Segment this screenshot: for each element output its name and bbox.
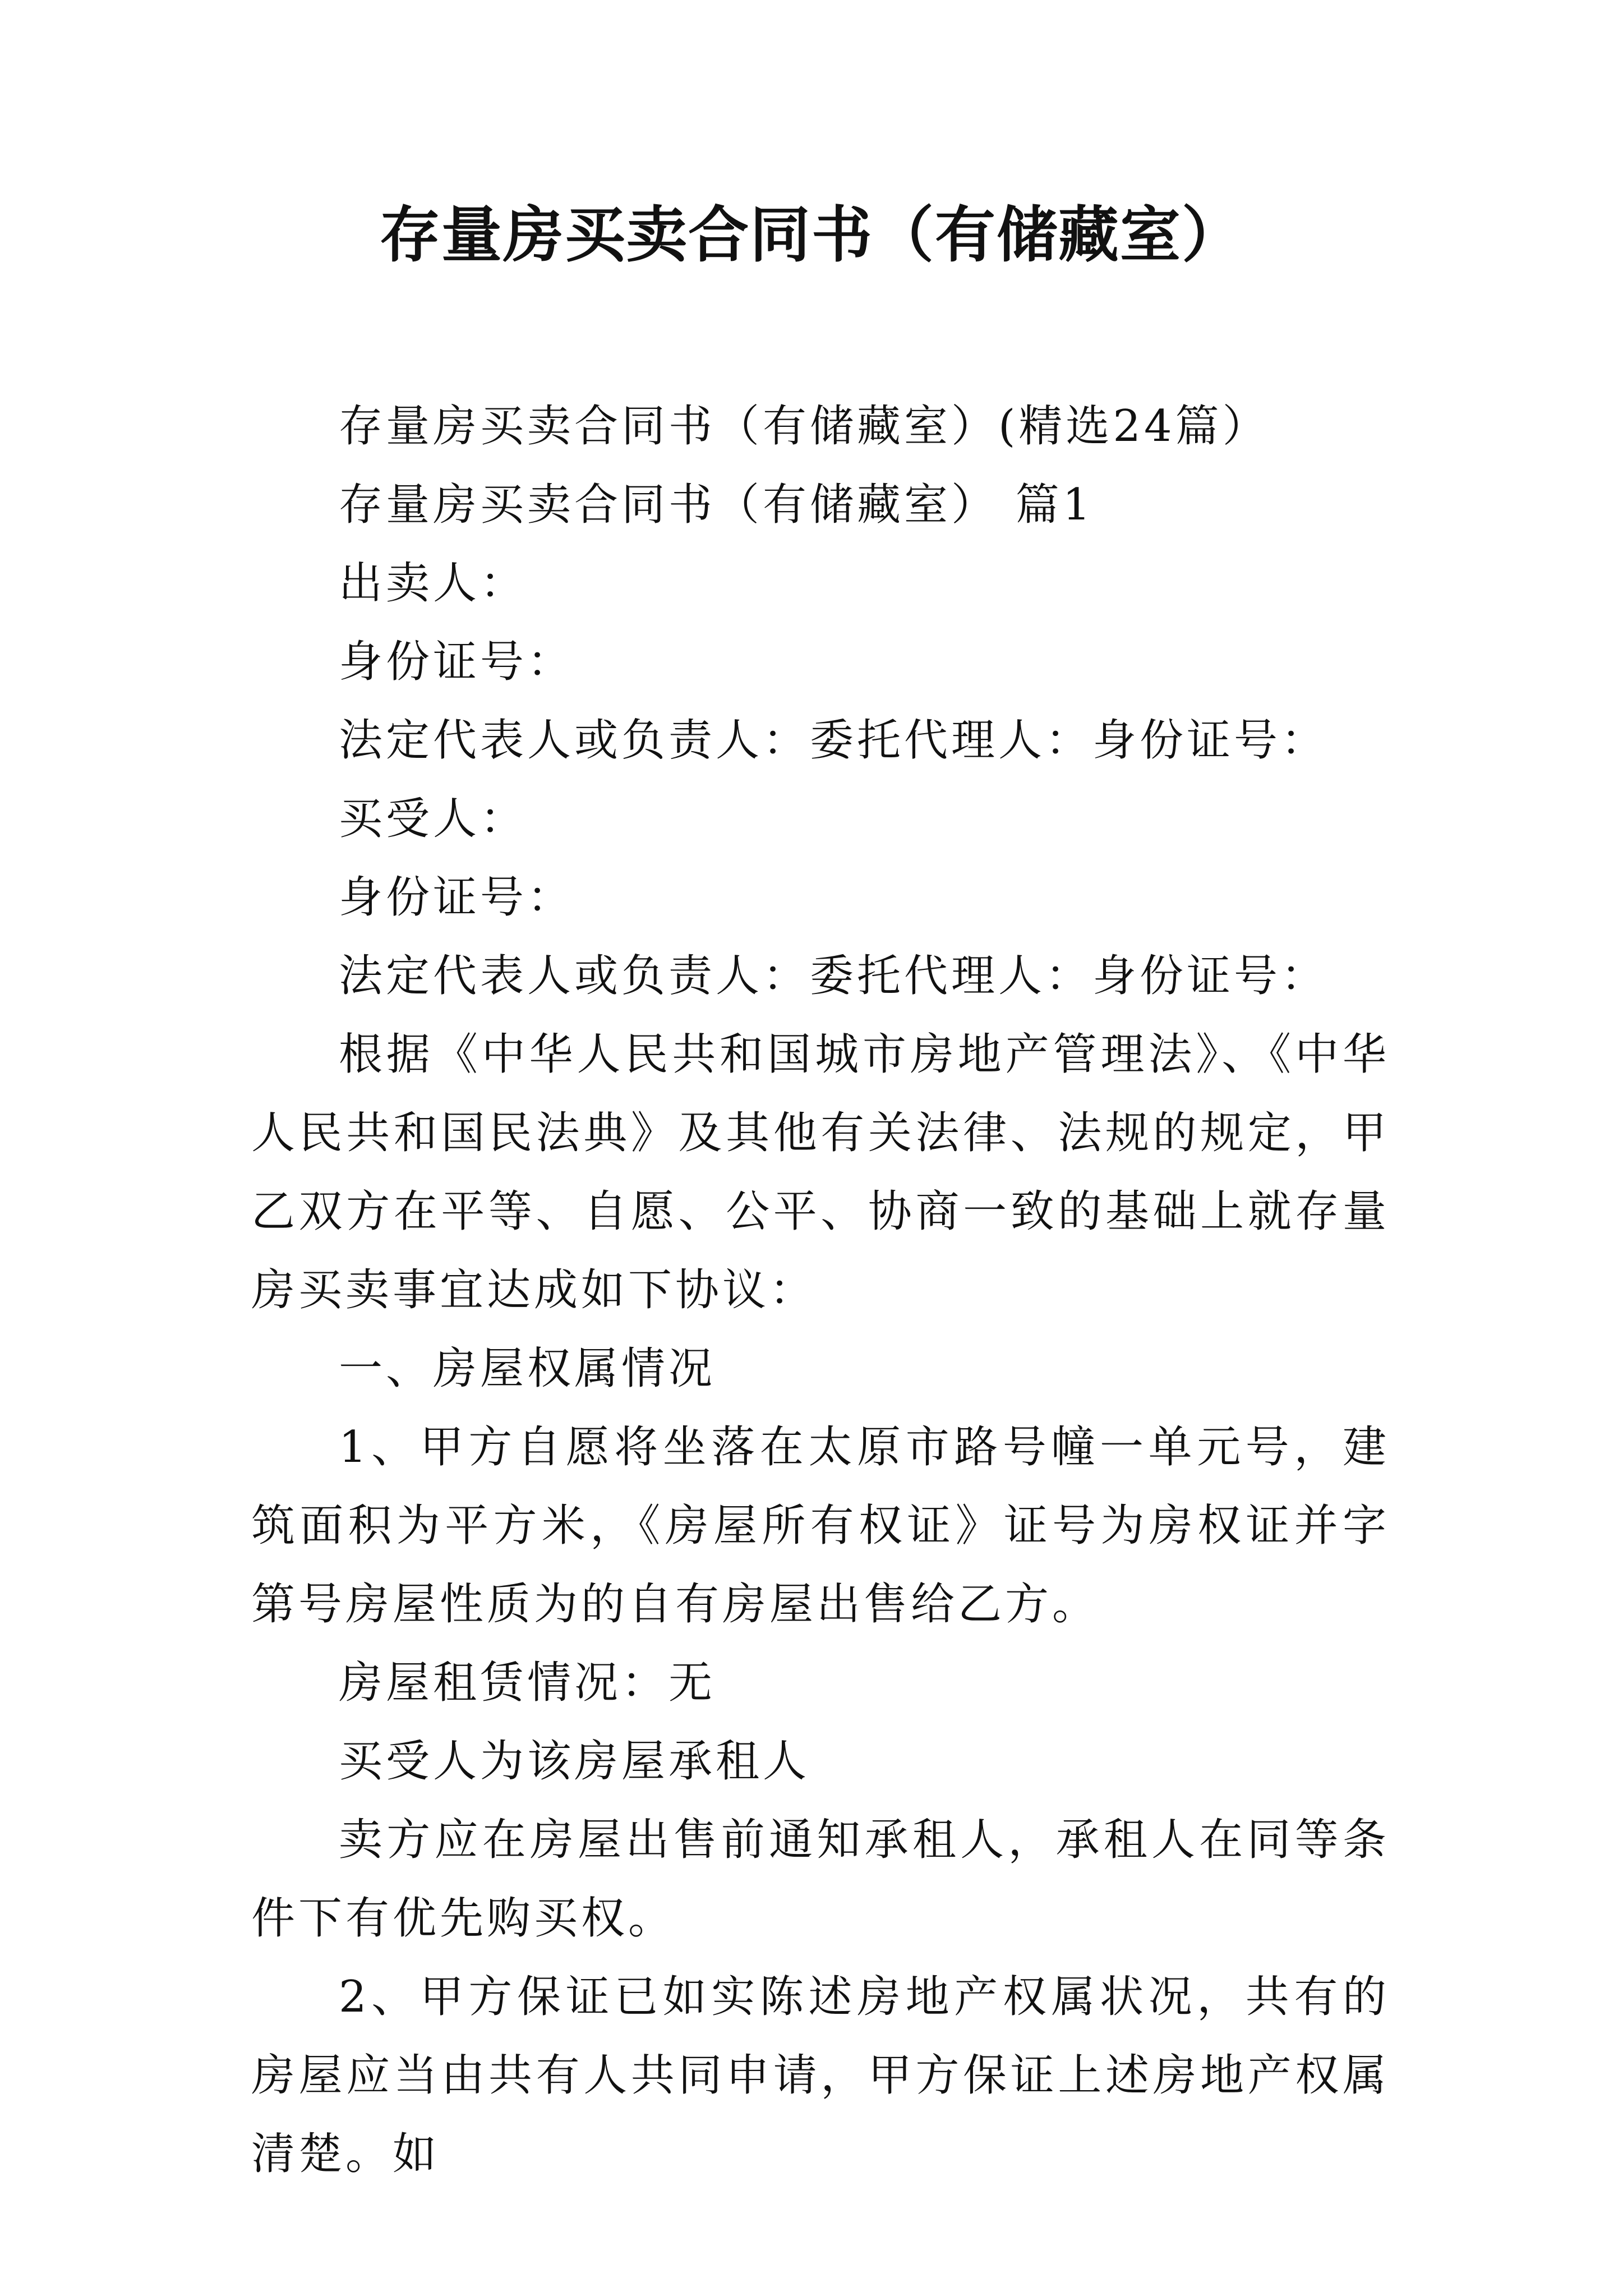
section-heading: 存量房买卖合同书（有储藏室） 篇1 [339, 480, 1094, 530]
buyer-representative-field: 法定代表人或负责人：委托代理人：身份证号： [339, 951, 1329, 1001]
seller-field: 出卖人： [339, 558, 528, 609]
preemption-paragraph: 卖方应在房屋出售前通知承租人，承租人在同等条件下有优先购买权。 [251, 1815, 1390, 1944]
seller-id-field: 身份证号： [339, 637, 575, 687]
tenant-note: 买受人为该房屋承租人 [339, 1736, 810, 1787]
clause-heading: 一、房屋权属情况 [339, 1343, 716, 1394]
buyer-field: 买受人： [339, 794, 528, 844]
subtitle-line: 存量房买卖合同书（有储藏室）(精选24篇） [339, 401, 1270, 452]
seller-representative-field: 法定代表人或负责人：委托代理人：身份证号： [339, 715, 1329, 766]
document-title: 存量房买卖合同书（有储藏室） [379, 200, 1243, 270]
preamble-paragraph: 根据《中华人民共和国城市房地产管理法》、《中华人民共和国民法典》及其他有关法律、法规的规定，甲乙双方在平等、自愿、公平、协商一致的基础上就存量房买卖事宜达成如下协议： [251, 1029, 1390, 1315]
lease-status: 房屋租赁情况：无 [339, 1658, 716, 1708]
clause-paragraph: 1、甲方自愿将坐落在太原市路号幢一单元号，建筑面积为平方米，《房屋所有权证》证号为房权证并字第号房屋性质为的自有房屋出售给乙方。 [251, 1422, 1390, 1630]
guarantee-paragraph: 2、甲方保证已如实陈述房地产权属状况，共有的房屋应当由共有人共同申请，甲方保证上述房地产权属清楚。如 [251, 1972, 1390, 2179]
document-body [251, 387, 1390, 2193]
buyer-id-field: 身份证号： [339, 872, 575, 923]
